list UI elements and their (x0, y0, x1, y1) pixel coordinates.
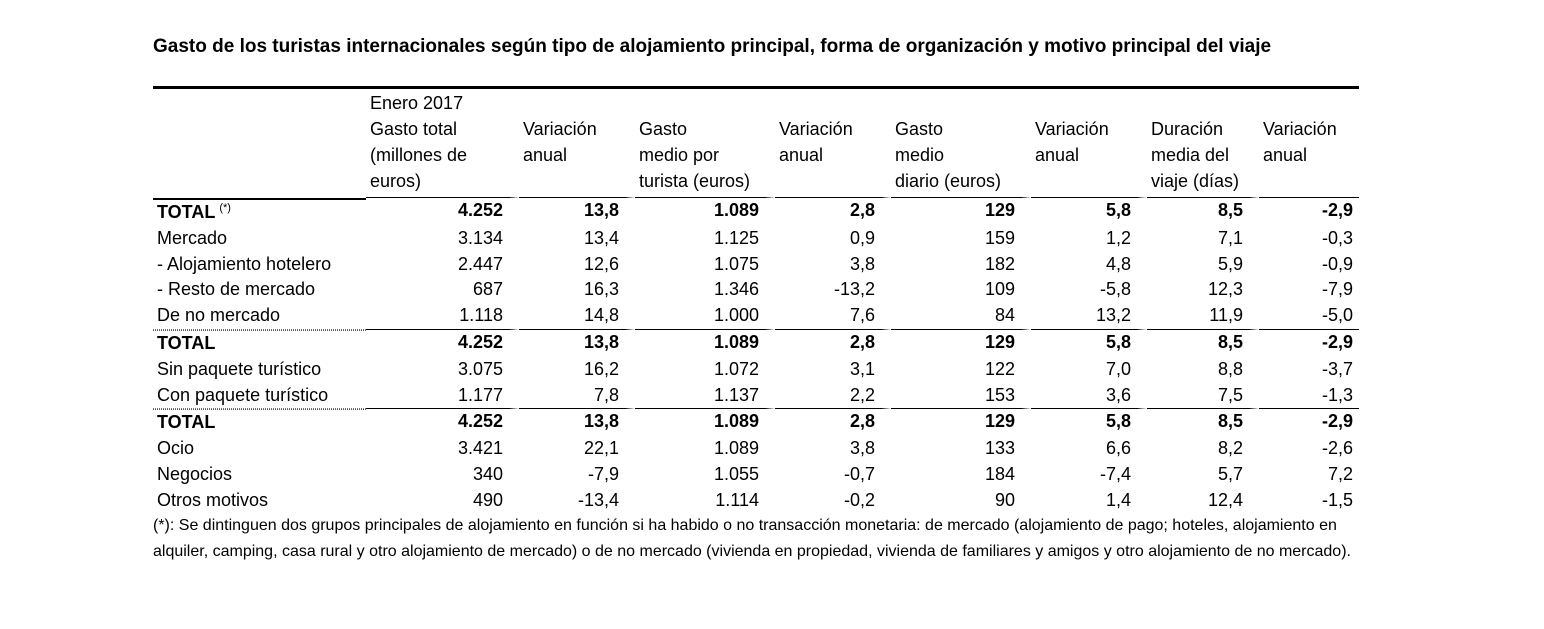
table-row (153, 357, 1359, 383)
table-cell: 12,3 (1147, 277, 1259, 303)
column-header-line: Gasto (895, 119, 944, 139)
row-label (153, 357, 366, 383)
table-cell: -13,4 (519, 488, 635, 514)
table-cell: 1.125 (635, 226, 775, 252)
table-cell: 5,8 (1031, 409, 1147, 436)
row-label-text: Negocios (157, 463, 233, 484)
row-label (153, 226, 366, 252)
table-cell: 1,2 (1031, 226, 1147, 252)
table-cell: -7,4 (1031, 462, 1147, 488)
data-table-container (153, 86, 1359, 514)
table-cell: 122 (891, 357, 1031, 383)
table-cell: 13,8 (519, 330, 635, 357)
table-cell: -2,6 (1322, 438, 1354, 459)
table-cell: 12,6 (519, 252, 635, 278)
table-cell: 1.118 (366, 303, 519, 330)
table-cell: 3.075 (366, 357, 519, 383)
column-header-line: Variación (1263, 119, 1337, 139)
total-row (153, 198, 1359, 226)
table-cell: -2,9 (1322, 331, 1354, 352)
table-cell: 3.134 (366, 226, 519, 252)
table-cell: 1.055 (635, 462, 775, 488)
row-label-text: - Resto de mercado (157, 279, 316, 300)
table-cell: 5,8 (1031, 198, 1147, 226)
table-cell: -0,2 (775, 488, 891, 514)
table-row (153, 436, 1359, 462)
table-cell: 2,8 (775, 198, 891, 226)
table-cell: 13,8 (519, 198, 635, 226)
table-cell: -2,9 (1322, 411, 1354, 432)
table-cell: 8,2 (1147, 436, 1259, 462)
table-cell: -7,9 (519, 462, 635, 488)
row-label (153, 462, 366, 488)
table-cell: 16,3 (519, 277, 635, 303)
footnote: (*): Se dintinguen dos grupos principales de alojamiento en función si ha habido o no transacción monetaria: de mercado (alojamiento de pago; hoteles, alojamiento en alquiler, camping, casa rural y otro alojamiento de mercado) o de no mercado (vivienda en propiedad, vivienda de familiares y amigos y otro alojamiento de no mercado). (153, 517, 1351, 560)
column-header-line: anual (779, 144, 824, 165)
table-cell: -5,8 (1031, 277, 1147, 303)
table-cell: 3,6 (1031, 383, 1147, 410)
table-cell: 14,8 (519, 303, 635, 330)
table-cell: 11,9 (1147, 303, 1259, 330)
row-label-text: Con paquete turístico (157, 384, 329, 405)
row-label (153, 409, 366, 436)
table-cell: 3.421 (366, 436, 519, 462)
column-header-line: Duración (1151, 119, 1224, 139)
table-cell: 1.177 (366, 383, 519, 410)
table-cell: 109 (891, 277, 1031, 303)
table-cell: -1,5 (1322, 489, 1354, 510)
table-cell: 687 (366, 277, 519, 303)
row-label-text: De no mercado (157, 305, 281, 326)
table-cell: 3,1 (775, 357, 891, 383)
table-cell: 8,8 (1147, 357, 1259, 383)
row-label (153, 303, 366, 330)
column-header-line: Variación (523, 119, 597, 139)
table-cell: 5,7 (1147, 462, 1259, 488)
column-header-line: anual (1035, 144, 1080, 165)
table-cell: 1.072 (635, 357, 775, 383)
table-cell: 13,4 (519, 226, 635, 252)
table-row (153, 252, 1359, 278)
row-label (153, 277, 366, 303)
column-header-line: Gasto total (370, 119, 458, 139)
column-header-line: turista (euros) (639, 170, 751, 191)
table-cell: 84 (891, 303, 1031, 330)
row-label-text: Sin paquete turístico (157, 358, 322, 379)
table-cell: 1.089 (635, 436, 775, 462)
table-cell: 1.137 (635, 383, 775, 410)
table-cell: 4.252 (366, 409, 519, 436)
table-cell: 0,9 (775, 226, 891, 252)
table-cell: 16,2 (519, 357, 635, 383)
table-cell: 2,8 (775, 409, 891, 436)
table-cell: -7,9 (1322, 279, 1354, 300)
table-cell: 340 (366, 462, 519, 488)
column-header-row (153, 117, 1359, 198)
row-label-text: - Alojamiento hotelero (157, 253, 332, 274)
table-cell: 3,8 (775, 436, 891, 462)
column-header-line: (millones de (370, 144, 468, 165)
table-cell: 1.075 (635, 252, 775, 278)
table-cell: 7,0 (1031, 357, 1147, 383)
column-header (1147, 117, 1259, 198)
row-label (153, 383, 366, 410)
column-header (519, 117, 635, 198)
total-row (153, 409, 1359, 436)
row-label (153, 436, 366, 462)
table-cell: -5,0 (1259, 303, 1359, 330)
column-header-line: medio por (639, 144, 720, 165)
period-label: Enero 2017 (370, 93, 464, 113)
period-row (153, 89, 1359, 117)
table-cell: -13,2 (775, 277, 891, 303)
table-cell: 4.252 (366, 198, 519, 226)
table-cell: 1.089 (635, 198, 775, 226)
column-header-line: diario (euros) (895, 170, 1002, 191)
row-label (153, 198, 366, 226)
table-cell: 8,5 (1147, 198, 1259, 226)
column-header-line: anual (523, 144, 568, 165)
table-cell: 6,6 (1031, 436, 1147, 462)
table-cell: 133 (891, 436, 1031, 462)
table-cell: 8,5 (1147, 409, 1259, 436)
table-row (153, 226, 1359, 252)
table-cell: 22,1 (519, 436, 635, 462)
column-header-line: euros) (370, 170, 422, 191)
table-cell: 5,9 (1147, 252, 1259, 278)
column-header-line: Variación (1035, 119, 1109, 139)
table-cell: -0,3 (1322, 227, 1354, 248)
column-header (1031, 117, 1147, 198)
table-cell: 159 (891, 226, 1031, 252)
table-cell: 1,4 (1031, 488, 1147, 514)
table-cell: 2,2 (775, 383, 891, 410)
expenditure-table (153, 89, 1359, 514)
table-cell: -3,7 (1322, 358, 1354, 379)
column-header-line: media del (1151, 144, 1230, 165)
row-label-text: TOTAL (157, 412, 216, 433)
table-cell: 7,2 (1328, 463, 1354, 484)
row-label (153, 330, 366, 357)
table-cell: 4.252 (366, 330, 519, 357)
row-label-text: TOTAL (157, 202, 216, 222)
table-cell: 7,6 (775, 303, 891, 330)
table-row (153, 383, 1359, 410)
table-cell: 1.346 (635, 277, 775, 303)
column-header (775, 117, 891, 198)
table-cell: 7,8 (519, 383, 635, 410)
table-cell: -1,3 (1259, 383, 1359, 410)
table-row (153, 303, 1359, 330)
table-cell: 3,8 (775, 252, 891, 278)
table-cell: -2,9 (1322, 200, 1354, 220)
table-cell: 13,2 (1031, 303, 1147, 330)
table-cell: 2,8 (775, 330, 891, 357)
row-label (153, 488, 366, 514)
column-header (366, 117, 519, 198)
row-label-text: Mercado (157, 227, 228, 248)
column-header (891, 117, 1031, 198)
column-header (635, 117, 775, 198)
column-header-line: medio (895, 144, 945, 165)
table-cell: 129 (891, 198, 1031, 226)
column-header-line: viaje (días) (1151, 170, 1240, 191)
table-row (153, 462, 1359, 488)
table-cell: 129 (891, 330, 1031, 357)
table-title: Gasto de los turistas internacionales según tipo de alojamiento principal, forma de organización y motivo principal del viaje (153, 36, 1272, 57)
table-row (153, 488, 1359, 514)
table-cell: 7,1 (1147, 226, 1259, 252)
table-cell: 1.000 (635, 303, 775, 330)
column-header-line: Gasto (639, 119, 688, 139)
column-header (1259, 117, 1359, 198)
total-row (153, 330, 1359, 357)
column-header-line: anual (1263, 144, 1308, 165)
table-cell: 129 (891, 409, 1031, 436)
table-row (153, 277, 1359, 303)
table-cell: 182 (891, 252, 1031, 278)
table-cell: 2.447 (366, 252, 519, 278)
footnote-marker: (*) (219, 202, 231, 214)
table-cell: 1.114 (635, 488, 775, 514)
row-label-text: Ocio (157, 438, 195, 459)
table-cell: 1.089 (635, 409, 775, 436)
table-cell: -0,9 (1322, 253, 1354, 274)
table-cell: 90 (891, 488, 1031, 514)
table-cell: 7,5 (1147, 383, 1259, 410)
row-label-text: Otros motivos (157, 489, 269, 510)
column-header-line: Variación (779, 119, 853, 139)
table-cell: 1.089 (635, 330, 775, 357)
table-cell: 5,8 (1031, 330, 1147, 357)
table-cell: 13,8 (519, 409, 635, 436)
table-cell: 184 (891, 462, 1031, 488)
row-label-text: TOTAL (157, 332, 216, 353)
table-cell: 8,5 (1147, 330, 1259, 357)
table-cell: -0,7 (775, 462, 891, 488)
table-cell: 12,4 (1147, 488, 1259, 514)
row-label (153, 252, 366, 278)
table-cell: 153 (891, 383, 1031, 410)
table-cell: 4,8 (1031, 252, 1147, 278)
table-cell: 490 (366, 488, 519, 514)
